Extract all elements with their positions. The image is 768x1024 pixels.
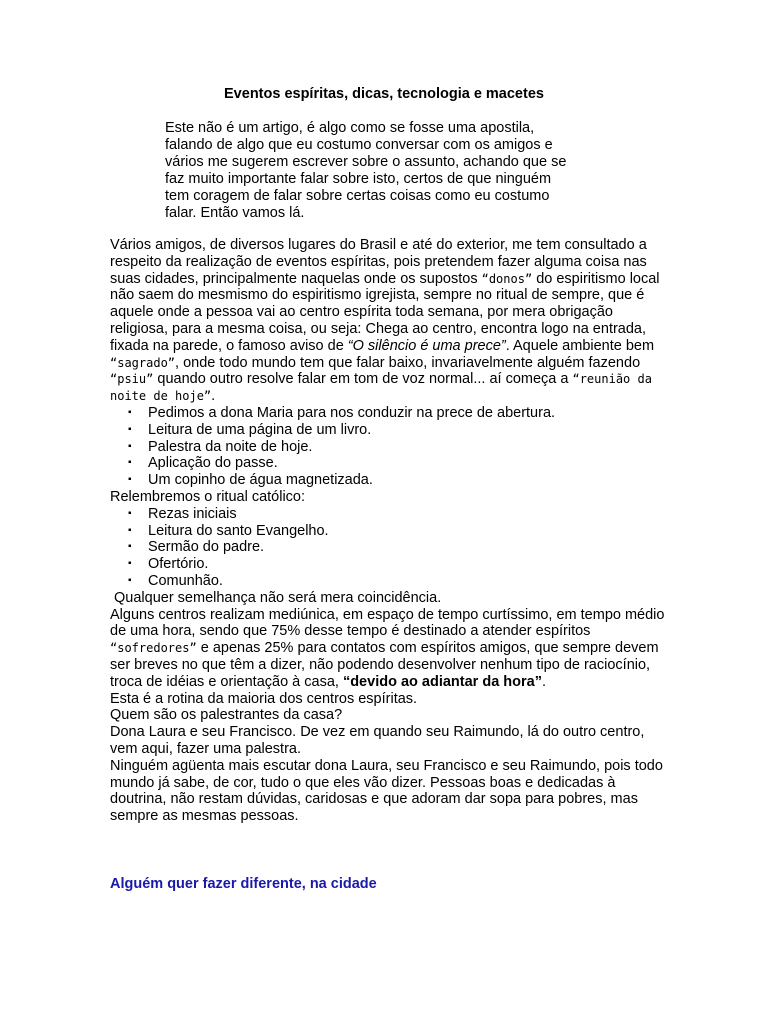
bullet-icon: ▪ [128,574,132,586]
text-run: Alguns centros realizam mediúnica, em espaço de tempo curtíssimo, em tempo médio de uma hora, sendo que 75% desse tempo é destinado a atender espíritos [110,606,665,640]
document-body [110,237,670,825]
bold-phrase: “devido ao adiantar da hora” [342,673,542,690]
text-run: quando outro resolve falar em tom de voz normal... aí começa a [153,371,573,388]
section-heading: Alguém quer fazer diferente, na cidade [110,876,377,892]
spiritist-ritual-list [110,405,670,489]
document-title: Eventos espíritas, dicas, tecnologia e macetes [224,86,544,102]
text-run: , onde todo mundo tem que falar baixo, invariavelmente alguém fazendo [175,354,641,371]
intro-line: falando de algo que eu costumo conversar com os amigos e [165,137,553,153]
text-run: . [211,388,216,405]
list-item [126,523,670,540]
list-item [126,573,670,590]
text-run: e apenas 25% para contatos com espíritos amigos, que sempre devem ser breves no que têm a dizer, não podendo desenvolver nenhum tipo de raciocínio, troca de idéias e orientação à casa, [110,640,659,690]
intro-block [165,120,625,222]
list-item [126,439,670,456]
list-item-text: Aplicação do passe. [148,455,278,472]
bullet-icon: ▪ [128,423,132,435]
paragraph-5: Dona Laura e seu Francisco. De vez em quando seu Raimundo, lá do outro centro, vem aqui, fazer uma palestra. [110,724,645,757]
bullet-icon: ▪ [128,457,132,469]
bullet-icon: ▪ [128,474,132,486]
relembremos-line: Relembremos o ritual católico: [110,488,306,505]
bullet-icon: ▪ [128,406,132,418]
list-item-text: Leitura de uma página de um livro. [148,421,372,438]
list-item [126,405,670,422]
list-item-text: Ofertório. [148,556,209,573]
list-item-text: Pedimos a dona Maria para nos conduzir na prece de abertura. [148,404,556,421]
paragraph-2 [110,607,670,691]
quoted-term: “donos” [481,271,533,286]
quoted-term: “sagrado” [110,355,176,370]
intro-line: falar. Então vamos lá. [165,205,305,221]
list-item-text: Sermão do padre. [148,539,265,556]
quoted-term: “sofredores” [110,641,197,656]
list-item [126,422,670,439]
quoted-notice: “O silêncio é uma prece” [347,337,506,354]
list-item [126,455,670,472]
list-item [126,539,670,556]
quoted-term: “reunião da noite de hoje” [110,372,652,404]
list-item [126,506,670,523]
paragraph-4: Quem são os palestrantes da casa? [110,707,343,724]
intro-line: tem coragem de falar sobre certas coisas como eu costumo [165,188,550,204]
paragraph-1 [110,237,670,405]
list-item-text: Palestra da noite de hoje. [148,438,313,455]
text-run: do espiritismo local não saem do mesmismo do espiritismo igrejista, sempre no ritual de sempre, que é aquele onde a pessoa vai ao centro espírita toda semana, por mera obrigação religiosa, para a mesma coisa, ou seja: Chega ao centro, encontra logo na entrada, fixada na parede, o famoso aviso de [110,270,660,354]
bullet-icon: ▪ [128,524,132,536]
list-item [126,556,670,573]
bullet-icon: ▪ [128,507,132,519]
intro-line: Este não é um artigo, é algo como se fosse uma apostila, [165,120,535,136]
list-item [126,472,670,489]
intro-line: vários me sugerem escrever sobre o assunto, achando que se [165,154,567,170]
list-item-text: Um copinho de água magnetizada. [148,472,373,489]
intro-line: faz muito importante falar sobre isto, certos de que ninguém [165,171,552,187]
paragraph-3: Esta é a rotina da maioria dos centros espíritas. [110,690,418,707]
quoted-term: “psiu” [110,372,154,387]
text-run: . [541,673,546,690]
paragraph-6: Ninguém agüenta mais escutar dona Laura, seu Francisco e seu Raimundo, pois todo mundo já sabe, de cor, tudo o que eles vão dizer. Pessoas boas e dedicadas à doutrina, não restam dúvidas, caridosas e que adoram dar sopa para pobres, mas sempre as mesmas pessoas. [110,757,663,825]
catholic-ritual-list [110,506,670,590]
bullet-icon: ▪ [128,440,132,452]
list-item-text: Comunhão. [148,572,223,589]
list-item-text: Leitura do santo Evangelho. [148,522,329,539]
list-item-text: Rezas iniciais [148,505,237,522]
text-run: . Aquele ambiente bem [505,337,655,354]
bullet-icon: ▪ [128,541,132,553]
coincidence-line: Qualquer semelhança não será mera coincidência. [114,589,442,606]
text-run: Vários amigos, de diversos lugares do Brasil e até do exterior, me tem consultado a respeito da realização de eventos espíritas, pois pretendem fazer alguma coisa nas suas cidades, principalmente naquelas onde os supostos [110,237,647,287]
bullet-icon: ▪ [128,558,132,570]
